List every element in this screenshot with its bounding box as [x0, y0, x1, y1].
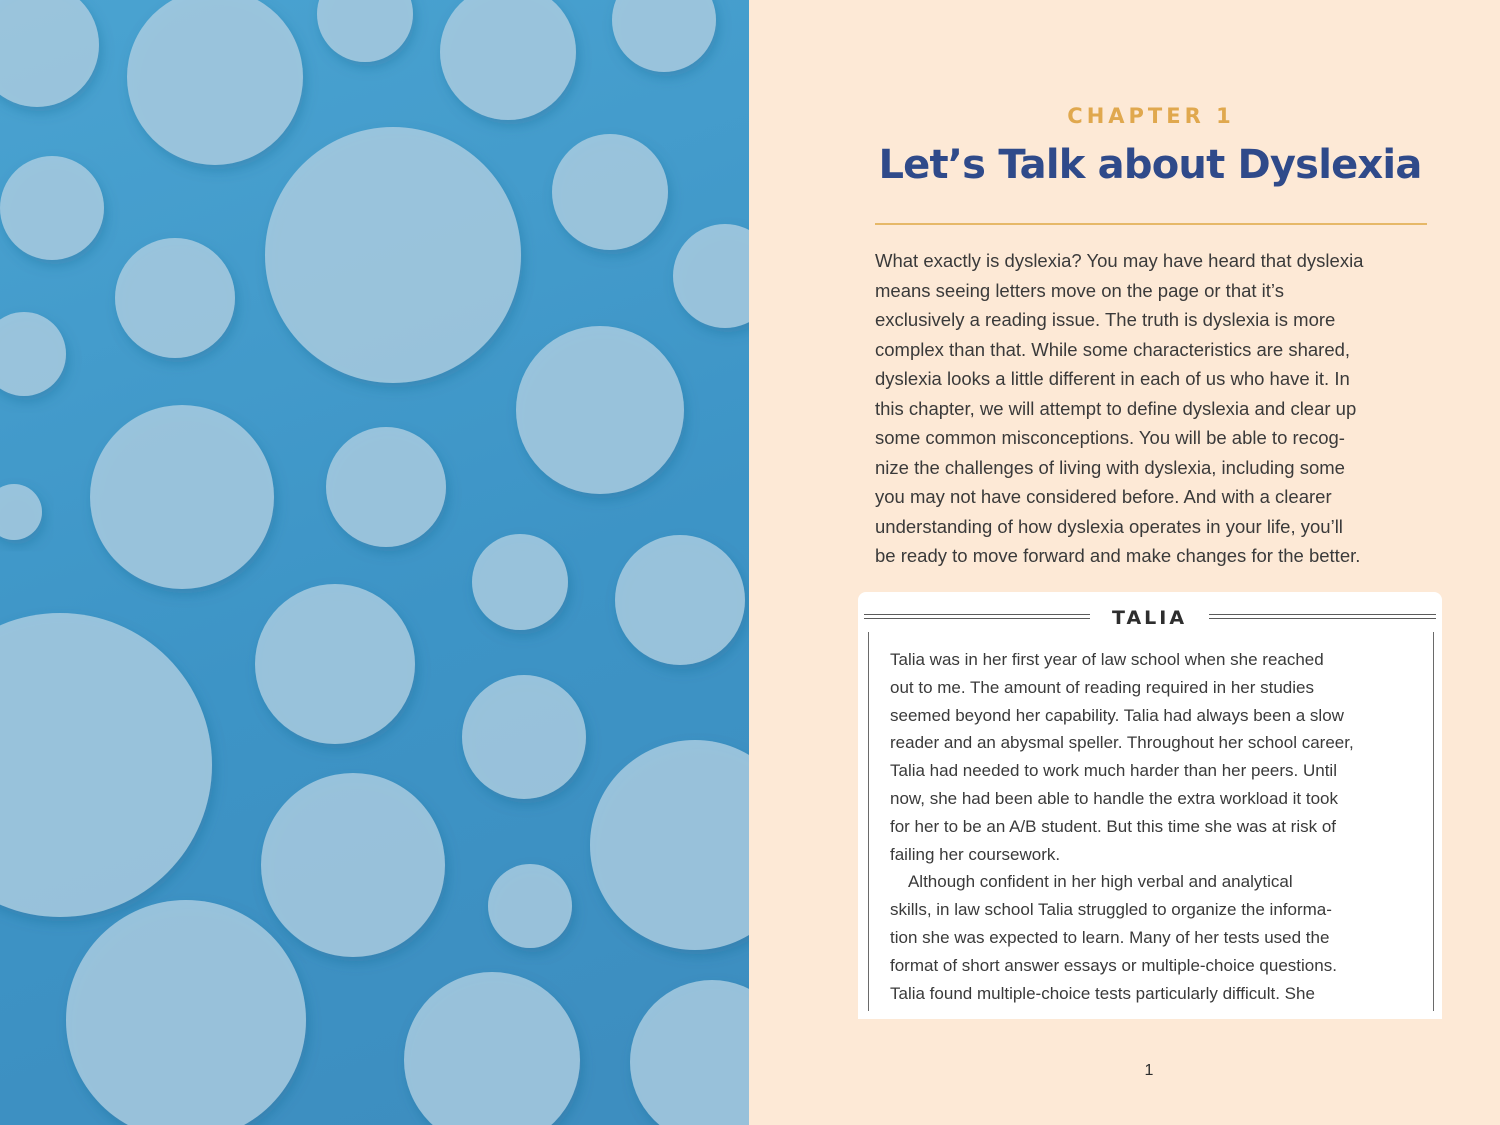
- intro-line: nize the challenges of living with dyslexia, including some: [875, 456, 1345, 478]
- bubble-circle: [673, 224, 749, 328]
- bubble-circle: [440, 0, 576, 120]
- title-divider: [875, 223, 1427, 225]
- intro-line: dyslexia looks a little different in each of us who have it. In: [875, 368, 1350, 389]
- sidebar-header: [864, 606, 1436, 630]
- intro-line: some common misconceptions. You will be able to recog-: [875, 427, 1345, 448]
- intro-paragraph: [875, 246, 1427, 571]
- sidebar-line: reader and an abysmal speller. Throughout her school career,: [890, 733, 1354, 753]
- sidebar-line: seemed beyond her capability. Talia had always been a slow: [890, 705, 1344, 725]
- intro-line: complex than that. While some characteristics are shared,: [875, 338, 1351, 360]
- sidebar-line: Talia was in her first year of law school when she reached: [890, 650, 1324, 669]
- intro-line: understanding of how dyslexia operates in your life, you’ll: [875, 515, 1343, 537]
- bubble-circle: [630, 980, 749, 1125]
- intro-line: you may not have considered before. And with a clearer: [875, 486, 1332, 507]
- sidebar-border-right: [1433, 632, 1434, 1011]
- bubble-circle: [115, 238, 235, 358]
- chapter-title: Let’s Talk about Dyslexia: [878, 142, 1422, 188]
- bubble-circle: [552, 134, 668, 250]
- sidebar-line: out to me. The amount of reading required in her studies: [890, 677, 1314, 697]
- intro-line: be ready to move forward and make changes for the better.: [875, 545, 1361, 566]
- bubble-circle: [265, 127, 521, 383]
- sidebar-body: [890, 646, 1410, 1007]
- bubble-circle: [326, 427, 446, 547]
- sidebar-line: for her to be an A/B student. But this time she was at risk of: [890, 816, 1337, 836]
- sidebar-line: tion she was expected to learn. Many of her tests used the: [890, 927, 1330, 947]
- bubble-circle: [127, 0, 303, 165]
- decorative-bubble-page: [0, 0, 749, 1125]
- page-number: 1: [1144, 1062, 1154, 1079]
- bubble-circle: [0, 613, 212, 917]
- bubble-circle: [261, 773, 445, 957]
- bubble-circle: [516, 326, 684, 494]
- bubble-circle: [488, 864, 572, 948]
- sidebar-line: failing her coursework.: [890, 844, 1061, 864]
- sidebar-line: Talia found multiple-choice tests particularly difficult. She: [890, 983, 1315, 1003]
- intro-line: this chapter, we will attempt to define dyslexia and clear up: [875, 397, 1357, 419]
- intro-line: What exactly is dyslexia? You may have heard that dyslexia: [875, 250, 1364, 271]
- text-page: [749, 0, 1500, 1125]
- sidebar-line: Talia had needed to work much harder than her peers. Until: [890, 761, 1337, 781]
- bubble-circle: [0, 312, 66, 396]
- bubble-circle: [317, 0, 413, 62]
- bubble-circle: [462, 675, 586, 799]
- bubble-circle: [404, 972, 580, 1125]
- intro-line: exclusively a reading issue. The truth is dyslexia is more: [875, 309, 1336, 330]
- bubble-circle: [255, 584, 415, 744]
- case-study-sidebar: [858, 592, 1442, 1019]
- bubble-circle: [612, 0, 716, 72]
- chapter-label: CHAPTER 1: [1067, 104, 1235, 128]
- bubble-circle: [90, 405, 274, 589]
- bubble-pattern: [0, 0, 749, 1125]
- header-rule-left: [864, 614, 1090, 619]
- bubble-circle: [0, 156, 104, 260]
- sidebar-title: TALIA: [1111, 607, 1188, 629]
- sidebar-line: Although confident in her high verbal and analytical: [890, 872, 1293, 892]
- header-rule-right: [1209, 614, 1436, 619]
- bubble-circle: [0, 0, 99, 107]
- bubble-circle: [590, 740, 749, 950]
- sidebar-border-left: [868, 632, 869, 1011]
- bubble-circle: [66, 900, 306, 1125]
- intro-line: means seeing letters move on the page or that it’s: [875, 279, 1284, 301]
- sidebar-line: now, she had been able to handle the extra workload it took: [890, 788, 1338, 808]
- bubble-circle: [0, 484, 42, 540]
- sidebar-line: skills, in law school Talia struggled to organize the informa-: [890, 900, 1332, 920]
- bubble-circle: [615, 535, 745, 665]
- sidebar-line: format of short answer essays or multiple-choice questions.: [890, 955, 1337, 975]
- bubble-circle: [472, 534, 568, 630]
